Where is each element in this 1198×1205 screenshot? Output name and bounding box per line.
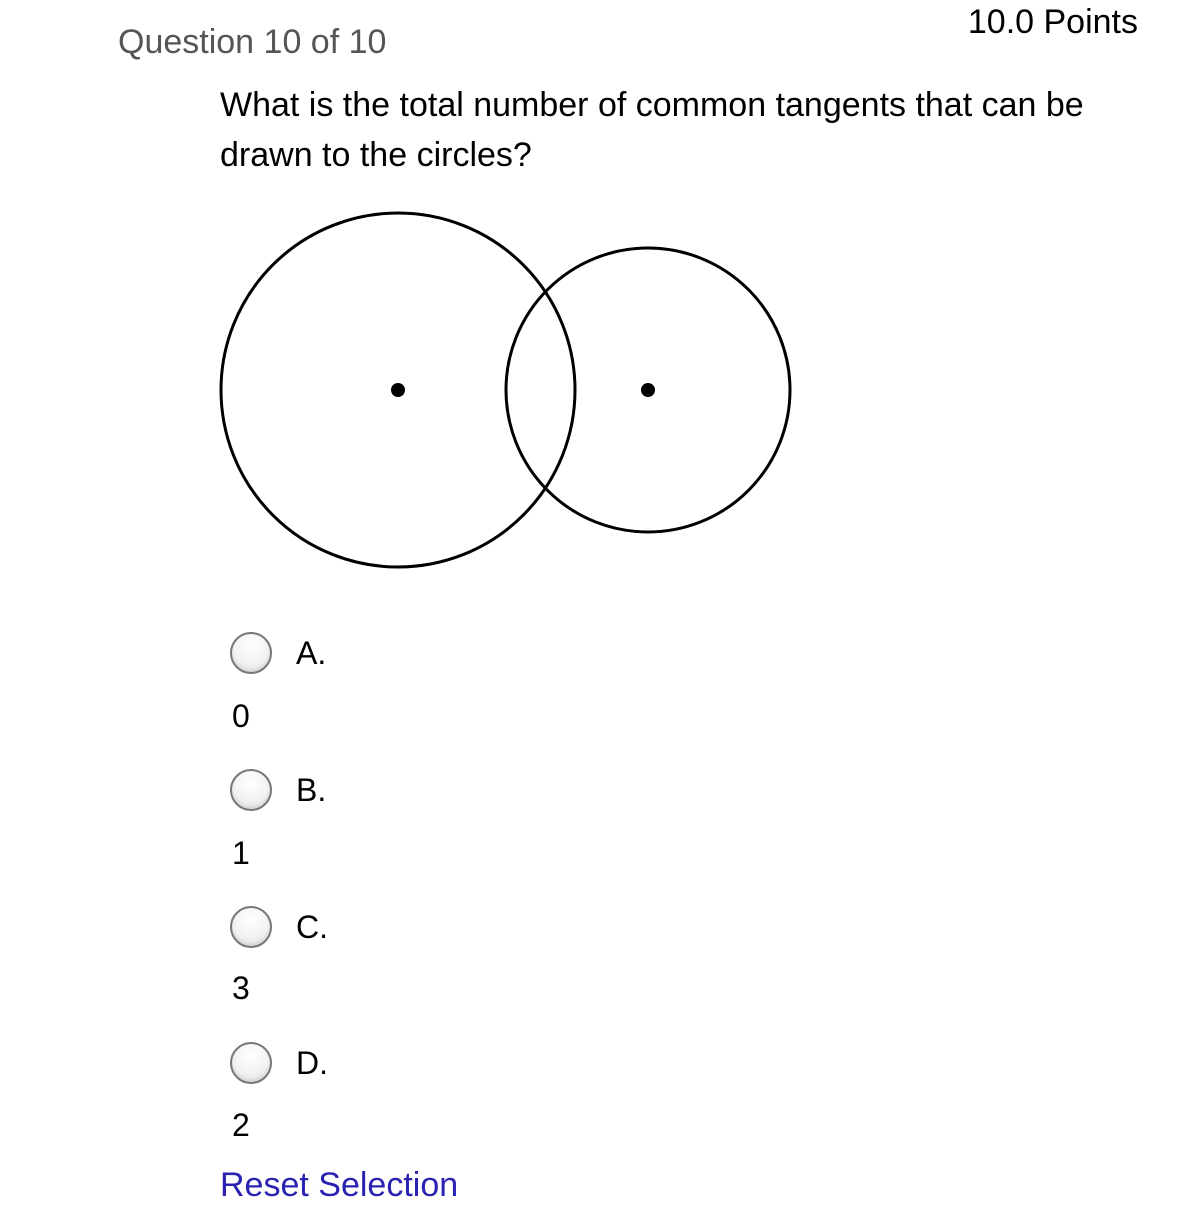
choice-d-letter: D.: [296, 1045, 328, 1081]
left-circle-center: [391, 383, 405, 397]
choice-a[interactable]: [230, 628, 326, 678]
choice-b-letter: B.: [296, 772, 327, 808]
choice-d-radio[interactable]: [230, 1042, 272, 1084]
points-label: 10.0 Points: [967, 3, 1138, 41]
choice-c-radio[interactable]: [230, 906, 272, 948]
question-text: What is the total number of common tangents that can be drawn to the circles?: [220, 86, 1084, 174]
choice-c-letter: C.: [296, 909, 328, 945]
choice-b[interactable]: [230, 765, 326, 815]
choice-a-value: 0: [232, 698, 250, 734]
choice-d[interactable]: [230, 1038, 328, 1088]
choice-b-value: 1: [232, 835, 250, 871]
choice-a-letter: A.: [296, 635, 327, 671]
right-circle-center: [641, 383, 655, 397]
question-number: Question 10 of 10: [118, 23, 387, 61]
circles-figure: [205, 200, 805, 580]
choice-c[interactable]: [230, 902, 328, 952]
reset-selection-link[interactable]: Reset Selection: [220, 1166, 459, 1204]
choice-d-value: 2: [232, 1107, 250, 1143]
choice-a-radio[interactable]: [230, 632, 272, 674]
choice-c-value: 3: [232, 970, 250, 1006]
choice-b-radio[interactable]: [230, 769, 272, 811]
